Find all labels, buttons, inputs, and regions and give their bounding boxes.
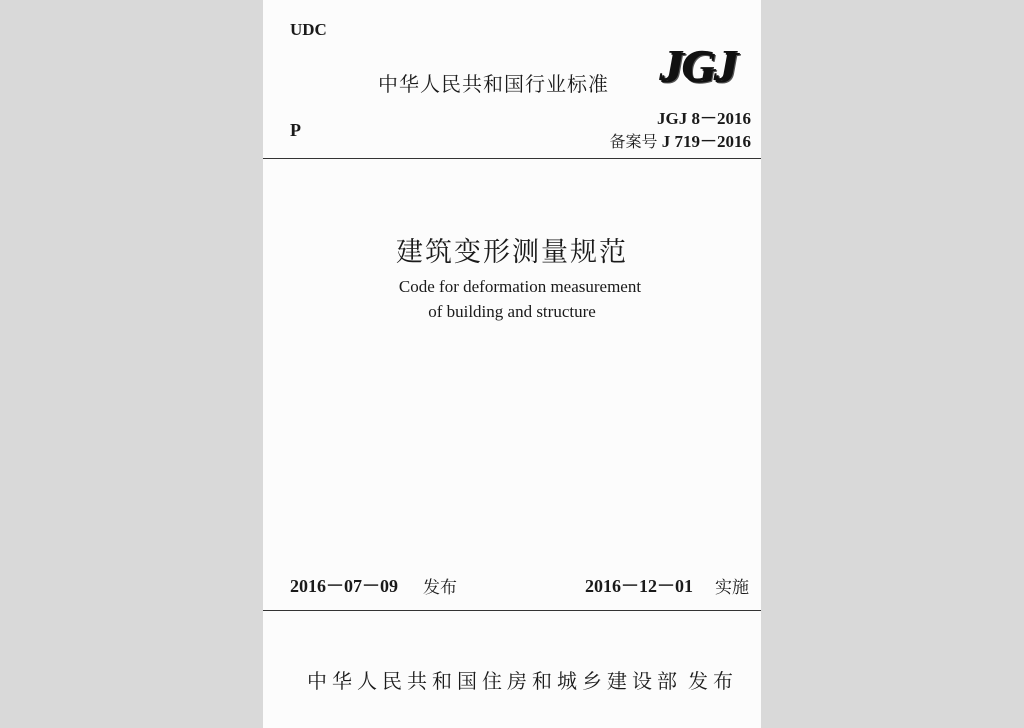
issue-date: 2016－07－09	[290, 576, 398, 596]
bottom-divider	[263, 610, 761, 611]
jgj-logo: JGJ	[659, 41, 736, 90]
document-cover	[263, 0, 761, 728]
standard-number: JGJ 8－2016	[657, 109, 751, 128]
publisher: 中华人民共和国住房和城乡建设部	[307, 669, 682, 693]
effective-label: 实施	[715, 578, 749, 598]
issue-label: 发布	[423, 578, 457, 598]
record-label: 备案号	[609, 132, 658, 151]
publisher-label: 发布	[688, 669, 738, 693]
standard-category: 中华人民共和国行业标准	[378, 72, 609, 96]
document-title-cn: 建筑变形测量规范	[396, 237, 628, 268]
top-divider	[263, 158, 761, 159]
record-number-line	[609, 127, 751, 152]
document-title-en-line1: Code for deformation measurement	[398, 277, 642, 296]
effective-date: 2016－12－01	[585, 576, 693, 596]
record-number: J 719－2016	[661, 132, 751, 151]
udc-label: UDC	[290, 20, 327, 39]
document-title-en-line2: of building and structure	[428, 302, 596, 321]
classification-code: P	[290, 120, 301, 140]
